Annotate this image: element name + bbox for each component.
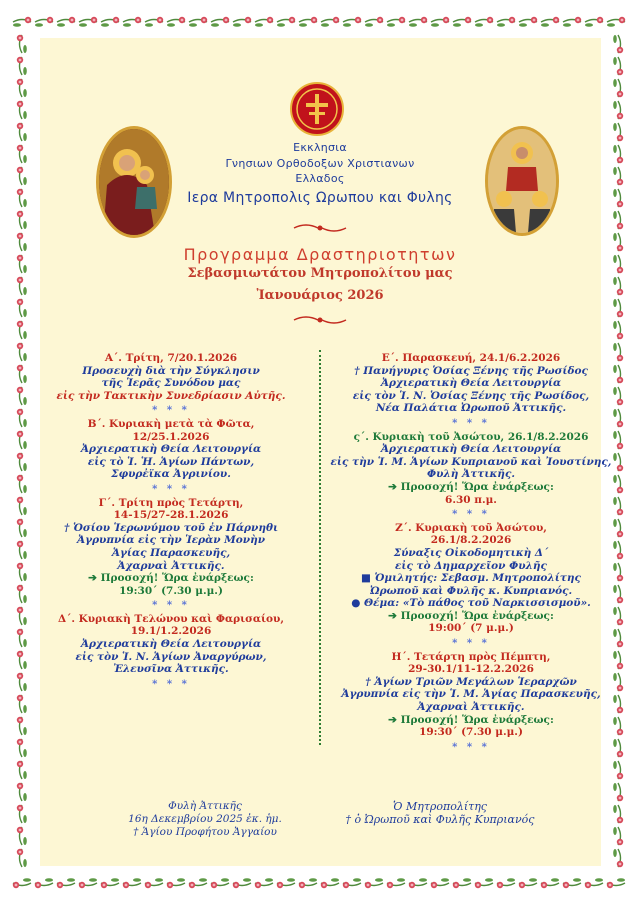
event-line: Ἁγίας Παρασκευῆς,	[111, 546, 231, 559]
event-notice: ➔ Προσοχή! Ὥρα ἐνάρξεως:	[88, 572, 254, 585]
event-line: τῆς Ἱερᾶς Συνόδου μας	[101, 377, 241, 390]
border-flower	[211, 878, 229, 888]
event-time: 19:30΄ (7.30 μ.μ.)	[419, 726, 523, 739]
event-line: ■ Ὁμιλητής: Σεβασμ. Μητροπολίτης	[361, 572, 581, 585]
event-line: Ἐλευσῖνα Ἀττικῆς.	[113, 663, 229, 676]
event-e	[326, 352, 616, 415]
border-flower	[613, 79, 623, 97]
event-time: 19:00΄ (7 μ.μ.)	[428, 622, 514, 635]
border-flower	[299, 878, 317, 888]
event-line: Σύναξις Οἰκοδομητικὴ Δ΄	[393, 546, 549, 559]
column-divider	[319, 350, 321, 745]
border-flower	[189, 878, 207, 888]
event-line: εἰς τὴν Τακτικὴν Συνεδρίασιν Αὐτῆς.	[56, 389, 286, 402]
border-flower	[365, 878, 383, 888]
border-flower	[17, 35, 27, 53]
border-flower	[145, 878, 163, 888]
border-flower	[35, 17, 53, 27]
event-line: † Ὁσίου Ἱερωνύμου τοῦ ἐν Πάρνηθι	[63, 521, 279, 534]
footer-signature	[340, 800, 540, 826]
border-flower	[299, 17, 317, 27]
border-flower	[613, 805, 623, 823]
left-column	[26, 352, 316, 691]
metropolis-seal-icon	[290, 82, 344, 136]
border-flower	[585, 878, 603, 888]
event-notice: ➔ Προσοχή! Ὥρα ἐνάρξεως:	[388, 480, 554, 493]
separator: * * *	[152, 405, 190, 417]
event-line: Ἀγρυπνία εἰς τὴν Ἱ. Μ. Ἁγίας Παρασκευῆς,	[341, 688, 601, 701]
separator: * * *	[152, 483, 190, 495]
event-head: Ζ΄. Κυριακὴ τοῦ Ἀσώτου,	[395, 521, 547, 534]
border-flower	[519, 17, 537, 27]
border-flower	[17, 717, 27, 735]
border-flower	[57, 17, 75, 27]
event-notice: ➔ Προσοχή! Ὥρα ἐνάρξεως:	[388, 609, 554, 622]
event-c	[26, 497, 316, 598]
event-date: 19.1/1.2.2026	[130, 625, 212, 638]
border-flower	[145, 17, 163, 27]
event-line: εἰς τὸ Δημαρχεῖον Φυλῆς	[395, 559, 547, 572]
event-line: Ἀρχιερατικὴ Θεία Λειτουργία	[80, 443, 262, 456]
event-line: Ἀρχιερατικὴ Θεία Λειτουργία	[380, 443, 562, 456]
church-line-2: Γνησιων Ορθοδοξων Χριστιανων	[225, 157, 415, 170]
metropolis-name: Ιερα Μητροπολις Ωρωπου και Φυλης	[187, 190, 453, 206]
border-flower	[563, 17, 581, 27]
border-flower	[17, 805, 27, 823]
event-head: Ε΄. Παρασκευή, 24.1/6.2.2026	[381, 352, 561, 364]
event-z	[326, 522, 616, 635]
border-flower	[431, 878, 449, 888]
event-line: Ἀρχιερατικὴ Θεία Λειτουργία	[80, 638, 262, 651]
border-flower	[585, 17, 603, 27]
program-subtitle: Σεβασμιωτάτου Μητροπολίτου μας	[187, 266, 453, 281]
border-flower	[497, 878, 515, 888]
border-flower	[35, 878, 53, 888]
church-line-1: Εκκλησια	[293, 141, 347, 154]
event-date: 14-15/27-28.1.2026	[113, 509, 229, 522]
border-flower	[101, 17, 119, 27]
program-month: Ἰανουάριος 2026	[256, 288, 384, 303]
event-head: Γ΄. Τρίτη πρὸς Τετάρτη,	[98, 496, 244, 509]
border-flower	[17, 211, 27, 229]
border-flower	[79, 17, 97, 27]
border-flower	[475, 17, 493, 27]
border-flower	[17, 827, 27, 845]
event-date: 26.1/8.2.2026	[430, 534, 512, 547]
separator: * * *	[452, 741, 490, 753]
event-line: Ἀχαρναὶ Ἀττικῆς.	[117, 559, 225, 572]
event-time: 6.30 π.μ.	[445, 493, 497, 506]
border-flower	[101, 878, 119, 888]
event-line: Ἀγρυπνία εἰς τὴν Ἱερὰν Μονὴν	[77, 534, 265, 547]
border-flower	[541, 878, 559, 888]
event-line: Προσευχὴ διὰ τὴν Σύγκλησιν	[82, 364, 260, 377]
border-flower	[497, 17, 515, 27]
border-flower	[211, 17, 229, 27]
border-flower	[453, 878, 471, 888]
border-flower	[365, 17, 383, 27]
border-flower	[167, 17, 185, 27]
border-flower	[613, 57, 623, 75]
ornament-icon	[292, 222, 348, 234]
border-flower	[277, 17, 295, 27]
border-flower	[613, 761, 623, 779]
event-a	[26, 352, 316, 402]
event-notice: ➔ Προσοχή! Ὥρα ἐνάρξεως:	[388, 713, 554, 726]
event-head: Δ΄. Κυριακὴ Τελώνου καὶ Φαρισαίου,	[57, 612, 285, 625]
border-flower	[123, 878, 141, 888]
footer-line: Φυλὴ Ἀττικῆς	[168, 800, 242, 812]
event-h	[326, 651, 616, 739]
border-flower	[233, 878, 251, 888]
event-line: εἰς τὸν Ἱ. Ν. Ὁσίας Ξένης τῆς Ρωσίδος,	[352, 389, 590, 402]
border-flower	[17, 761, 27, 779]
border-flower	[17, 79, 27, 97]
border-flower	[189, 17, 207, 27]
border-flower	[387, 17, 405, 27]
event-line: εἰς τὸ Ἱ. Ἡ. Ἁγίων Πάντων,	[87, 455, 255, 468]
border-flower	[409, 17, 427, 27]
separator: * * *	[152, 678, 190, 690]
border-flower	[613, 211, 623, 229]
footer-line: † ὁ Ὠρωποῦ καὶ Φυλῆς Κυπριανός	[345, 813, 535, 826]
event-line: Σφυρἐϊκα Ἀγρινίου.	[111, 468, 231, 481]
event-b	[26, 418, 316, 481]
event-head: Β΄. Κυριακὴ μετὰ τὰ Φῶτα,	[87, 417, 255, 430]
event-time: 19:30΄ (7.30 μ.μ.)	[119, 584, 223, 597]
border-flower	[453, 17, 471, 27]
border-flower	[387, 878, 405, 888]
event-line: Νέα Παλάτια Ὠρωποῦ Ἀττικῆς.	[375, 402, 567, 415]
event-line: † Πανήγυρις Ὁσίας Ξένης τῆς Ρωσίδος	[354, 364, 588, 377]
event-line: Ἀρχιερατικὴ Θεία Λειτουργία	[380, 377, 562, 390]
footer-line: Ὁ Μητροπολίτης	[393, 800, 487, 813]
border-flower	[607, 17, 625, 27]
border-flower	[613, 321, 623, 339]
footer-place-date	[110, 800, 300, 839]
border-flower	[613, 783, 623, 801]
event-head: ς΄. Κυριακὴ τοῦ Ἀσώτου, 26.1/8.2.2026	[353, 430, 589, 443]
event-date: 12/25.1.2026	[132, 430, 210, 443]
border-flower	[343, 17, 361, 27]
border-flower	[613, 123, 623, 141]
event-st	[326, 431, 616, 507]
separator: * * *	[452, 417, 490, 429]
event-line: ● Θέμα: «Τὸ πάθος τοῦ Ναρκισσισμοῦ».	[351, 597, 591, 610]
event-date: 29-30.1/11-12.2.2026	[408, 663, 534, 676]
border-flower	[17, 695, 27, 713]
border-flower	[17, 739, 27, 757]
border-flower	[17, 101, 27, 119]
border-flower	[321, 878, 339, 888]
border-flower	[255, 878, 273, 888]
border-flower	[13, 17, 31, 27]
border-flower	[541, 17, 559, 27]
program-title: Προγραμμα Δραστηριοτητων	[183, 245, 457, 264]
border-flower	[57, 878, 75, 888]
border-flower	[519, 878, 537, 888]
event-line: Φυλὴ Ἀττικῆς.	[427, 468, 515, 481]
border-flower	[613, 849, 623, 867]
border-flower	[17, 783, 27, 801]
border-flower	[123, 17, 141, 27]
border-flower	[277, 878, 295, 888]
separator: * * *	[452, 638, 490, 650]
border-flower	[17, 123, 27, 141]
border-flower	[607, 878, 625, 888]
border-flower	[17, 321, 27, 339]
church-line-3: Ελλαδος	[295, 172, 345, 185]
border-flower	[613, 101, 623, 119]
event-head: Η΄. Τετάρτη πρὸς Πέμπτη,	[391, 650, 551, 663]
border-flower	[167, 878, 185, 888]
border-flower	[613, 35, 623, 53]
border-flower	[79, 878, 97, 888]
border-flower	[475, 878, 493, 888]
event-d	[26, 613, 316, 676]
event-line: εἰς τὴν Ἱ. Μ. Ἁγίων Κυπριανοῦ καὶ Ἰουστίνης,	[330, 455, 612, 468]
separator: * * *	[152, 600, 190, 612]
border-flower	[563, 878, 581, 888]
footer-line: † Ἁγίου Προφήτου Ἀγγαίου	[133, 826, 277, 838]
border-flower	[13, 878, 31, 888]
right-column	[326, 352, 616, 754]
border-flower	[255, 17, 273, 27]
separator: * * *	[452, 509, 490, 521]
border-flower	[409, 878, 427, 888]
event-line: † Ἁγίων Τριῶν Μεγάλων Ἱεραρχῶν	[365, 675, 577, 688]
event-line: Ὠρωποῦ καὶ Φυλῆς κ. Κυπριανός.	[369, 584, 573, 597]
border-flower	[17, 849, 27, 867]
border-flower	[17, 57, 27, 75]
ornament-icon	[292, 314, 348, 326]
event-line: Ἀχαρναὶ Ἀττικῆς.	[417, 701, 525, 714]
border-flower	[233, 17, 251, 27]
event-line: εἰς τὸν Ἱ. Ν. Ἁγίων Ἀναργύρων,	[75, 650, 267, 663]
border-flower	[431, 17, 449, 27]
border-flower	[321, 17, 339, 27]
event-head: Α΄. Τρίτη, 7/20.1.2026	[104, 352, 238, 364]
footer-line: 16η Δεκεμβρίου 2025 ἐκ. ἡμ.	[128, 813, 282, 825]
border-flower	[343, 878, 361, 888]
border-flower	[613, 827, 623, 845]
